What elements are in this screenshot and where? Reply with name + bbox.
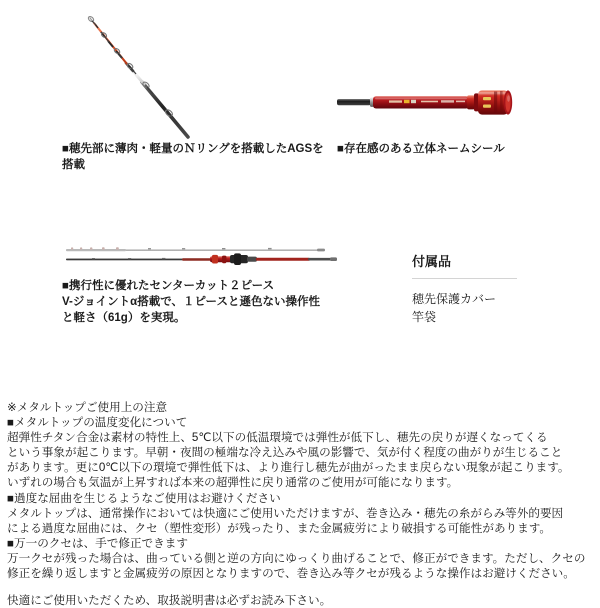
accessory-item: 穂先保護カバー — [412, 292, 497, 306]
accessories-title: 付属品 — [412, 254, 452, 269]
notice-line: いずれの場合も気温が上昇すれば本来の超弾性に戻り通常のご使用が可能になります。 — [7, 476, 459, 490]
notice-line: 修正を繰り返しますと金属疲労の原因となりますので、巻き込み等クセが残るような操作はお避けください。 — [7, 567, 575, 581]
two-piece-rod-illustration — [62, 243, 342, 275]
notice-line: メタルトップは、通常操作においては快適にご使用いただけますが、巻き込み・穂先の糸がらみ等外的要因 — [7, 506, 564, 520]
feature-ags-caption — [62, 141, 332, 173]
notice-line: 超弾性チタン合金は素材の特性上、5℃以下の低温環境では弾性が低下し、穂先の戻りが遅くなってくる — [7, 431, 548, 445]
notice-line: 万一クセが残った場合は、曲っている側と逆の方向にゆっくり曲げることで、修正ができます。ただし、クセの — [7, 551, 586, 565]
metal-top-usage-notice — [7, 400, 597, 608]
caption-line: 搭載 — [62, 159, 85, 171]
rod-two-piece-center-cut-photo — [62, 243, 342, 273]
accessories-divider — [412, 278, 517, 279]
caption-line: ■携行性に優れたセンターカット２ピース — [62, 280, 275, 292]
feature-seal-caption — [337, 141, 587, 157]
rod-tip-illustration — [70, 8, 210, 140]
feature-twopiece-caption — [62, 278, 352, 326]
notice-line: ■メタルトップの温度変化について — [7, 416, 188, 430]
accessory-item: 竿袋 — [412, 310, 437, 324]
three-dimensional-name-seal — [478, 90, 512, 114]
rod-tip-section — [66, 247, 325, 251]
caption-line: ■穂先部に薄肉・軽量のＮリングを搭載したAGSを — [62, 143, 324, 155]
caption-line: と軽さ（61g）を実現。 — [62, 312, 186, 324]
notice-line: という事象が起こります。早朝・夜間の極端な冷え込みや風の影響で、気が付く程度の曲がりが生じること — [7, 446, 563, 460]
notice-line: による過度な屈曲には、クセ（塑性変形）が残ったり、また金属疲労により破損する可能性があります。 — [7, 521, 551, 535]
notice-closing-line: 快適にご使用いただくため、取扱説明書は必ずお読み下さい。 — [7, 594, 332, 608]
notice-line: ※メタルトップご使用上の注意 — [7, 401, 168, 414]
rod-butt-section — [66, 253, 337, 265]
rod-grip-name-seal-photo — [337, 78, 529, 128]
caption-line: V-ジョイントα搭載で、１ピースと遜色ない操作性 — [62, 296, 320, 308]
notice-spacer — [7, 581, 597, 593]
rod-grip-illustration — [337, 78, 529, 128]
accessories-list — [412, 290, 582, 326]
accessories-panel — [412, 253, 582, 326]
notice-line: ■万一のクセは、手で修正できます — [7, 536, 188, 550]
notice-line: があります。更に0℃以下の環境で弾性低下は、より進行し穂先が曲がったまま戻らない現象が起こります。 — [7, 461, 570, 475]
rod-tip-ags-guides-photo — [70, 8, 210, 138]
notice-line: ■過度な屈曲を生じるようなご使用はお避けください — [7, 491, 281, 505]
caption-line: ■存在感のある立体ネームシール — [337, 143, 505, 155]
